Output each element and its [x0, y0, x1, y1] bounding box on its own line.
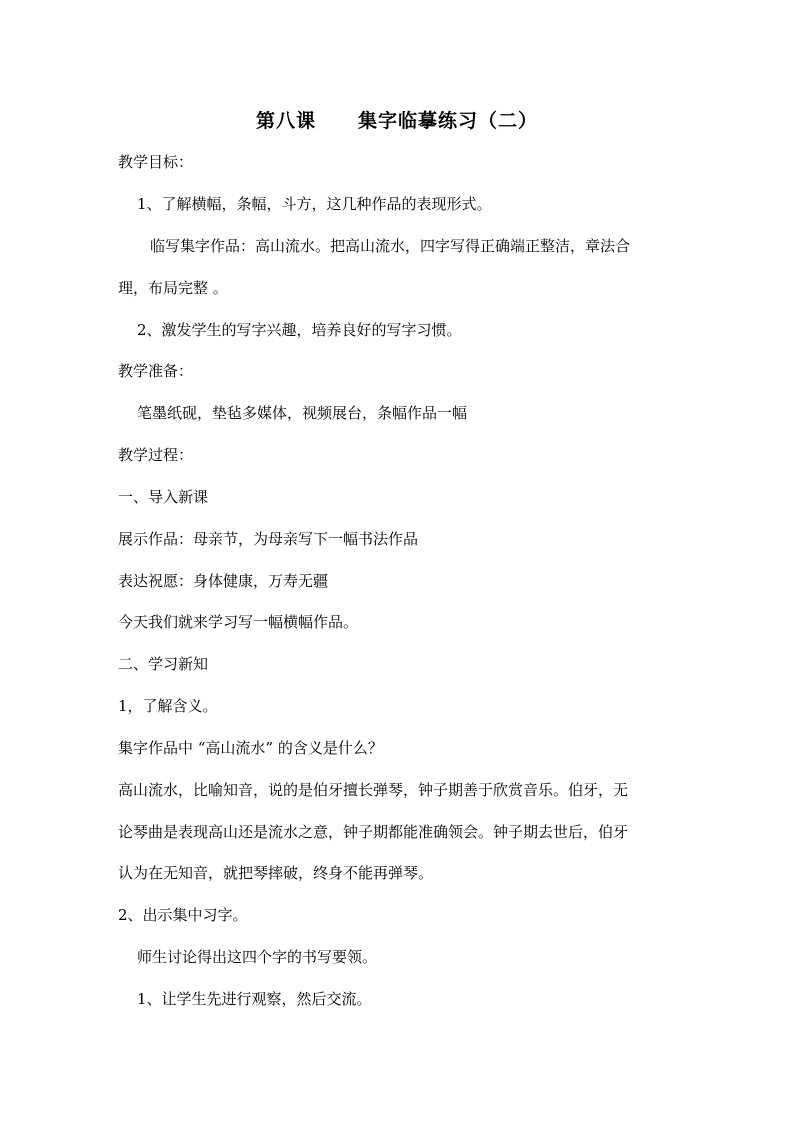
paragraph: 表达祝愿：身体健康，万寿无疆 [118, 572, 329, 590]
part-1-heading: 一、导入新课 [118, 488, 209, 506]
paragraph: 今天我们就来学习写一幅横幅作品。 [118, 613, 359, 631]
part-2-heading: 二、学习新知 [118, 655, 209, 673]
explanation-line-3: 认为在无知音，就把琴摔破，终身不能再弹琴。 [118, 864, 434, 882]
explanation-line-2: 论琴曲是表现高山还是流水之意，钟子期都能准确领会。钟子期去世后，伯牙 [118, 823, 629, 841]
objective-1: 1、了解横幅，条幅，斗方，这几种作品的表现形式。 [137, 195, 492, 213]
step-2-heading: 2、出示集中习字。 [118, 906, 248, 924]
lesson-name: 集字临摹练习（二） [358, 110, 539, 132]
preparation-materials: 笔墨纸砚，垫毡多媒体，视频展台，条幅作品一幅 [137, 404, 468, 422]
objective-1-detail: 临写集字作品：高山流水。把高山流水，四字写得正确端正整洁，章法合 [150, 237, 631, 255]
paragraph: 展示作品：母亲节，为母亲写下一幅书法作品 [118, 530, 419, 548]
paragraph: 师生讨论得出这四个字的书写要领。 [137, 948, 378, 966]
paragraph: 1、让学生先进行观察，然后交流。 [137, 990, 372, 1008]
step-1-heading: 1，了解含义。 [118, 697, 218, 715]
lesson-number: 第八课 [255, 110, 316, 132]
section-heading-objectives: 教学目标： [118, 153, 194, 171]
objective-1-detail-cont: 理，布局完整 。 [118, 279, 228, 297]
lesson-title [0, 106, 794, 133]
explanation-line-1: 高山流水，比喻知音，说的是伯牙擅长弹琴，钟子期善于欣赏音乐。伯牙，无 [118, 781, 629, 799]
objective-2: 2、激发学生的写字兴趣，培养良好的写字习惯。 [137, 321, 462, 339]
section-heading-process: 教学过程： [118, 446, 194, 464]
section-heading-preparation: 教学准备： [118, 362, 194, 380]
question: 集字作品中 “高山流水” 的含义是什么？ [118, 739, 383, 757]
